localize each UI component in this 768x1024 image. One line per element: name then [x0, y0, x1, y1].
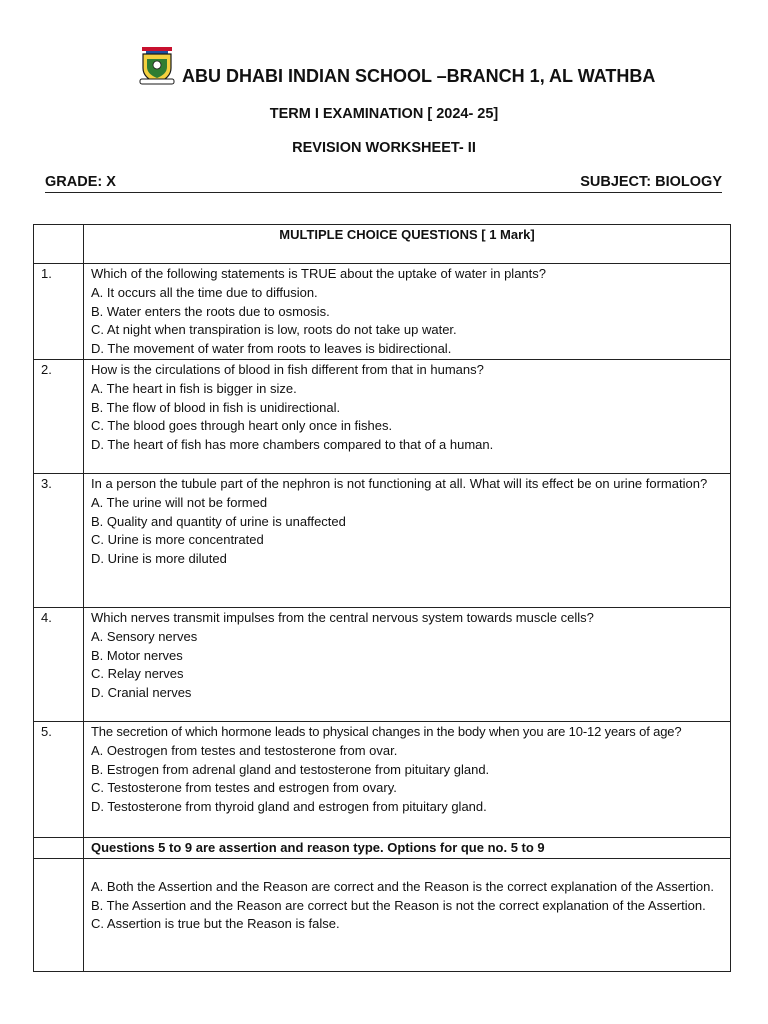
- school-name: ABU DHABI INDIAN SCHOOL –BRANCH 1, AL WATHBA: [182, 66, 656, 86]
- option-c: C. Testosterone from testes and estrogen from ovary.: [91, 780, 397, 796]
- option-d: D. Cranial nerves: [91, 685, 192, 701]
- option-a: A. Oestrogen from testes and testosterone from ovar.: [91, 742, 398, 758]
- option-b: B. The flow of blood in fish is unidirectional.: [91, 399, 341, 415]
- question-number: 3.: [34, 474, 84, 608]
- option-d: D. The movement of water from roots to leaves is bidirectional.: [91, 341, 452, 357]
- question-row: [34, 474, 731, 608]
- assertion-heading-row: [34, 838, 731, 859]
- option-d: D. Testosterone from thyroid gland and estrogen from pituitary gland.: [91, 799, 487, 815]
- option-b: B. Quality and quantity of urine is unaffected: [91, 513, 346, 529]
- option-b: B. Water enters the roots due to osmosis.: [91, 303, 330, 319]
- assertion-options-cell: [84, 858, 731, 971]
- option-c: C. At night when transpiration is low, roots do not take up water.: [91, 322, 457, 338]
- option-d: D. The heart of fish has more chambers compared to that of a human.: [91, 437, 494, 453]
- questions-table: [33, 224, 731, 972]
- option-a: A. It occurs all the time due to diffusion.: [91, 284, 318, 300]
- option-a: A. The heart in fish is bigger in size.: [91, 380, 297, 396]
- question-number: 4.: [34, 608, 84, 722]
- question-row: [34, 722, 731, 838]
- grade-subject-row: [45, 174, 722, 193]
- question-text: In a person the tubule part of the nephron is not functioning at all. What will its effect be on urine formation?: [91, 476, 708, 491]
- question-row: [34, 360, 731, 474]
- question-row: [34, 608, 731, 722]
- assertion-option-c: C. Assertion is true but the Reason is false.: [91, 916, 340, 932]
- question-text: Which of the following statements is TRUE about the uptake of water in plants?: [91, 266, 546, 281]
- grade-label: GRADE: X: [45, 174, 116, 190]
- option-d: D. Urine is more diluted: [91, 551, 227, 567]
- section-title: MULTIPLE CHOICE QUESTIONS [ 1 Mark]: [84, 225, 731, 264]
- question-cell: [84, 360, 731, 474]
- assertion-option-a: A. Both the Assertion and the Reason are correct and the Reason is the correct explanation of the Assertion.: [91, 878, 714, 894]
- option-c: C. Urine is more concentrated: [91, 532, 264, 548]
- assertion-option-b: B. The Assertion and the Reason are correct but the Reason is not the correct explanation of the Assertion.: [91, 897, 706, 913]
- question-text: How is the circulations of blood in fish different from that in humans?: [91, 362, 484, 377]
- assertion-heading: Questions 5 to 9 are assertion and reason type. Options for que no. 5 to 9: [84, 838, 731, 859]
- option-c: C. Relay nerves: [91, 666, 184, 682]
- option-b: B. Motor nerves: [91, 647, 183, 663]
- question-text: The secretion of which hormone leads to physical changes in the body when you are 10-12 years of age?: [91, 724, 682, 739]
- school-logo: [138, 46, 176, 86]
- question-row: [34, 264, 731, 360]
- option-a: A. Sensory nerves: [91, 628, 198, 644]
- question-number: 1.: [34, 264, 84, 360]
- assertion-options-row: [34, 858, 731, 971]
- question-number: 5.: [34, 722, 84, 838]
- question-cell: [84, 264, 731, 360]
- question-number: 2.: [34, 360, 84, 474]
- table-header-row: [34, 225, 731, 264]
- question-cell: [84, 474, 731, 608]
- option-b: B. Estrogen from adrenal gland and testosterone from pituitary gland.: [91, 761, 490, 777]
- option-a: A. The urine will not be formed: [91, 494, 268, 510]
- question-cell: [84, 722, 731, 838]
- worksheet-title: REVISION WORKSHEET- II: [292, 140, 476, 156]
- question-cell: [84, 608, 731, 722]
- subject-label: SUBJECT: BIOLOGY: [580, 174, 722, 190]
- exam-term: TERM I EXAMINATION [ 2024- 25]: [269, 106, 499, 122]
- option-c: C. The blood goes through heart only once in fishes.: [91, 418, 393, 434]
- question-text: Which nerves transmit impulses from the central nervous system towards muscle cells?: [91, 610, 594, 625]
